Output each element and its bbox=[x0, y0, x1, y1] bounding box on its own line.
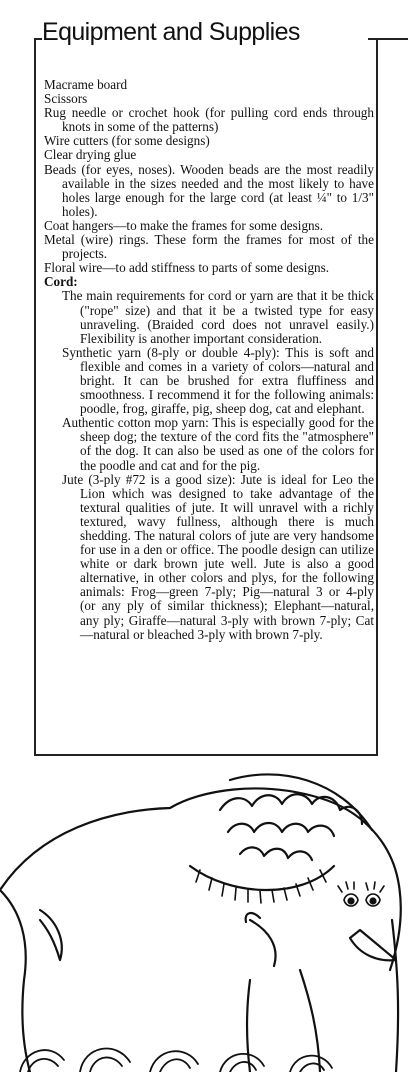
list-item: Floral wire—to add stiffness to parts of some designs. bbox=[44, 260, 330, 276]
list-item: Coat hangers—to make the frames for some designs. bbox=[44, 217, 324, 233]
list-item: Clear drying glue bbox=[44, 147, 137, 163]
cord-heading: Cord: bbox=[44, 274, 78, 290]
cord-section bbox=[44, 289, 374, 641]
cord-paragraph: Synthetic yarn (8-ply or double 4-ply): This is soft and flexible and comes in a variety of colors—natural and bright. It can be brushed for extra fluffiness and smoothness. I recommend it for the following animals: poodle, frog, giraffe, pig, sheep dog, cat and elephant. bbox=[62, 344, 374, 417]
list-item: Metal (wire) rings. These form the frames for most of the projects. bbox=[44, 232, 374, 262]
elephant-illustration bbox=[0, 770, 416, 1072]
list-item: Wire cutters (for some designs) bbox=[44, 133, 210, 149]
list-item: Macrame board bbox=[44, 77, 128, 92]
list-item: Scissors bbox=[44, 91, 88, 107]
page-title: Equipment and Supplies bbox=[42, 18, 300, 46]
cord-paragraph: Jute (3-ply #72 is a good size): Jute is ideal for Leo the Lion which was designed to take advantage of the textural qualities of jute. It will unravel with a richly textured, wavy fullness, although there is much shedding. The natural colors of jute are very handsome for use in a den or office. The poodle design can utilize white or dark brown jute well. Jute is also a good alternative, in other colors and plys, for the following animals: Frog—green 7-ply; Pig—natural 3 or 4-ply (or any ply of similar thickness); Elephant—natural, any ply; Giraffe—natural 3-ply with brown 7-ply; Cat—natural or bleached 3-ply with brown 7-ply. bbox=[62, 471, 374, 642]
cord-paragraph: The main requirements for cord or yarn are that it be thick ("rope" size) and that it be a twisted type for easy unraveling. (Braided cord does not unravel easily.) Flexibility is another important consideration. bbox=[62, 288, 374, 346]
cord-paragraph: Authentic cotton mop yarn: This is especially good for the sheep dog; the texture of the cord fits the "atmosphere" of the dog. It can also be used as one of the colors for the poodle and cat and for the pig. bbox=[62, 415, 374, 473]
list-item: Rug needle or crochet hook (for pulling cord ends through knots in some of the patterns) bbox=[44, 105, 374, 135]
supplies-list bbox=[44, 78, 374, 642]
list-item: Beads (for eyes, noses). Wooden beads are the most readily available in the sizes needed and the most likely to have holes large enough for the large cord (at least ¼" to 1/3" holes). bbox=[44, 161, 374, 219]
